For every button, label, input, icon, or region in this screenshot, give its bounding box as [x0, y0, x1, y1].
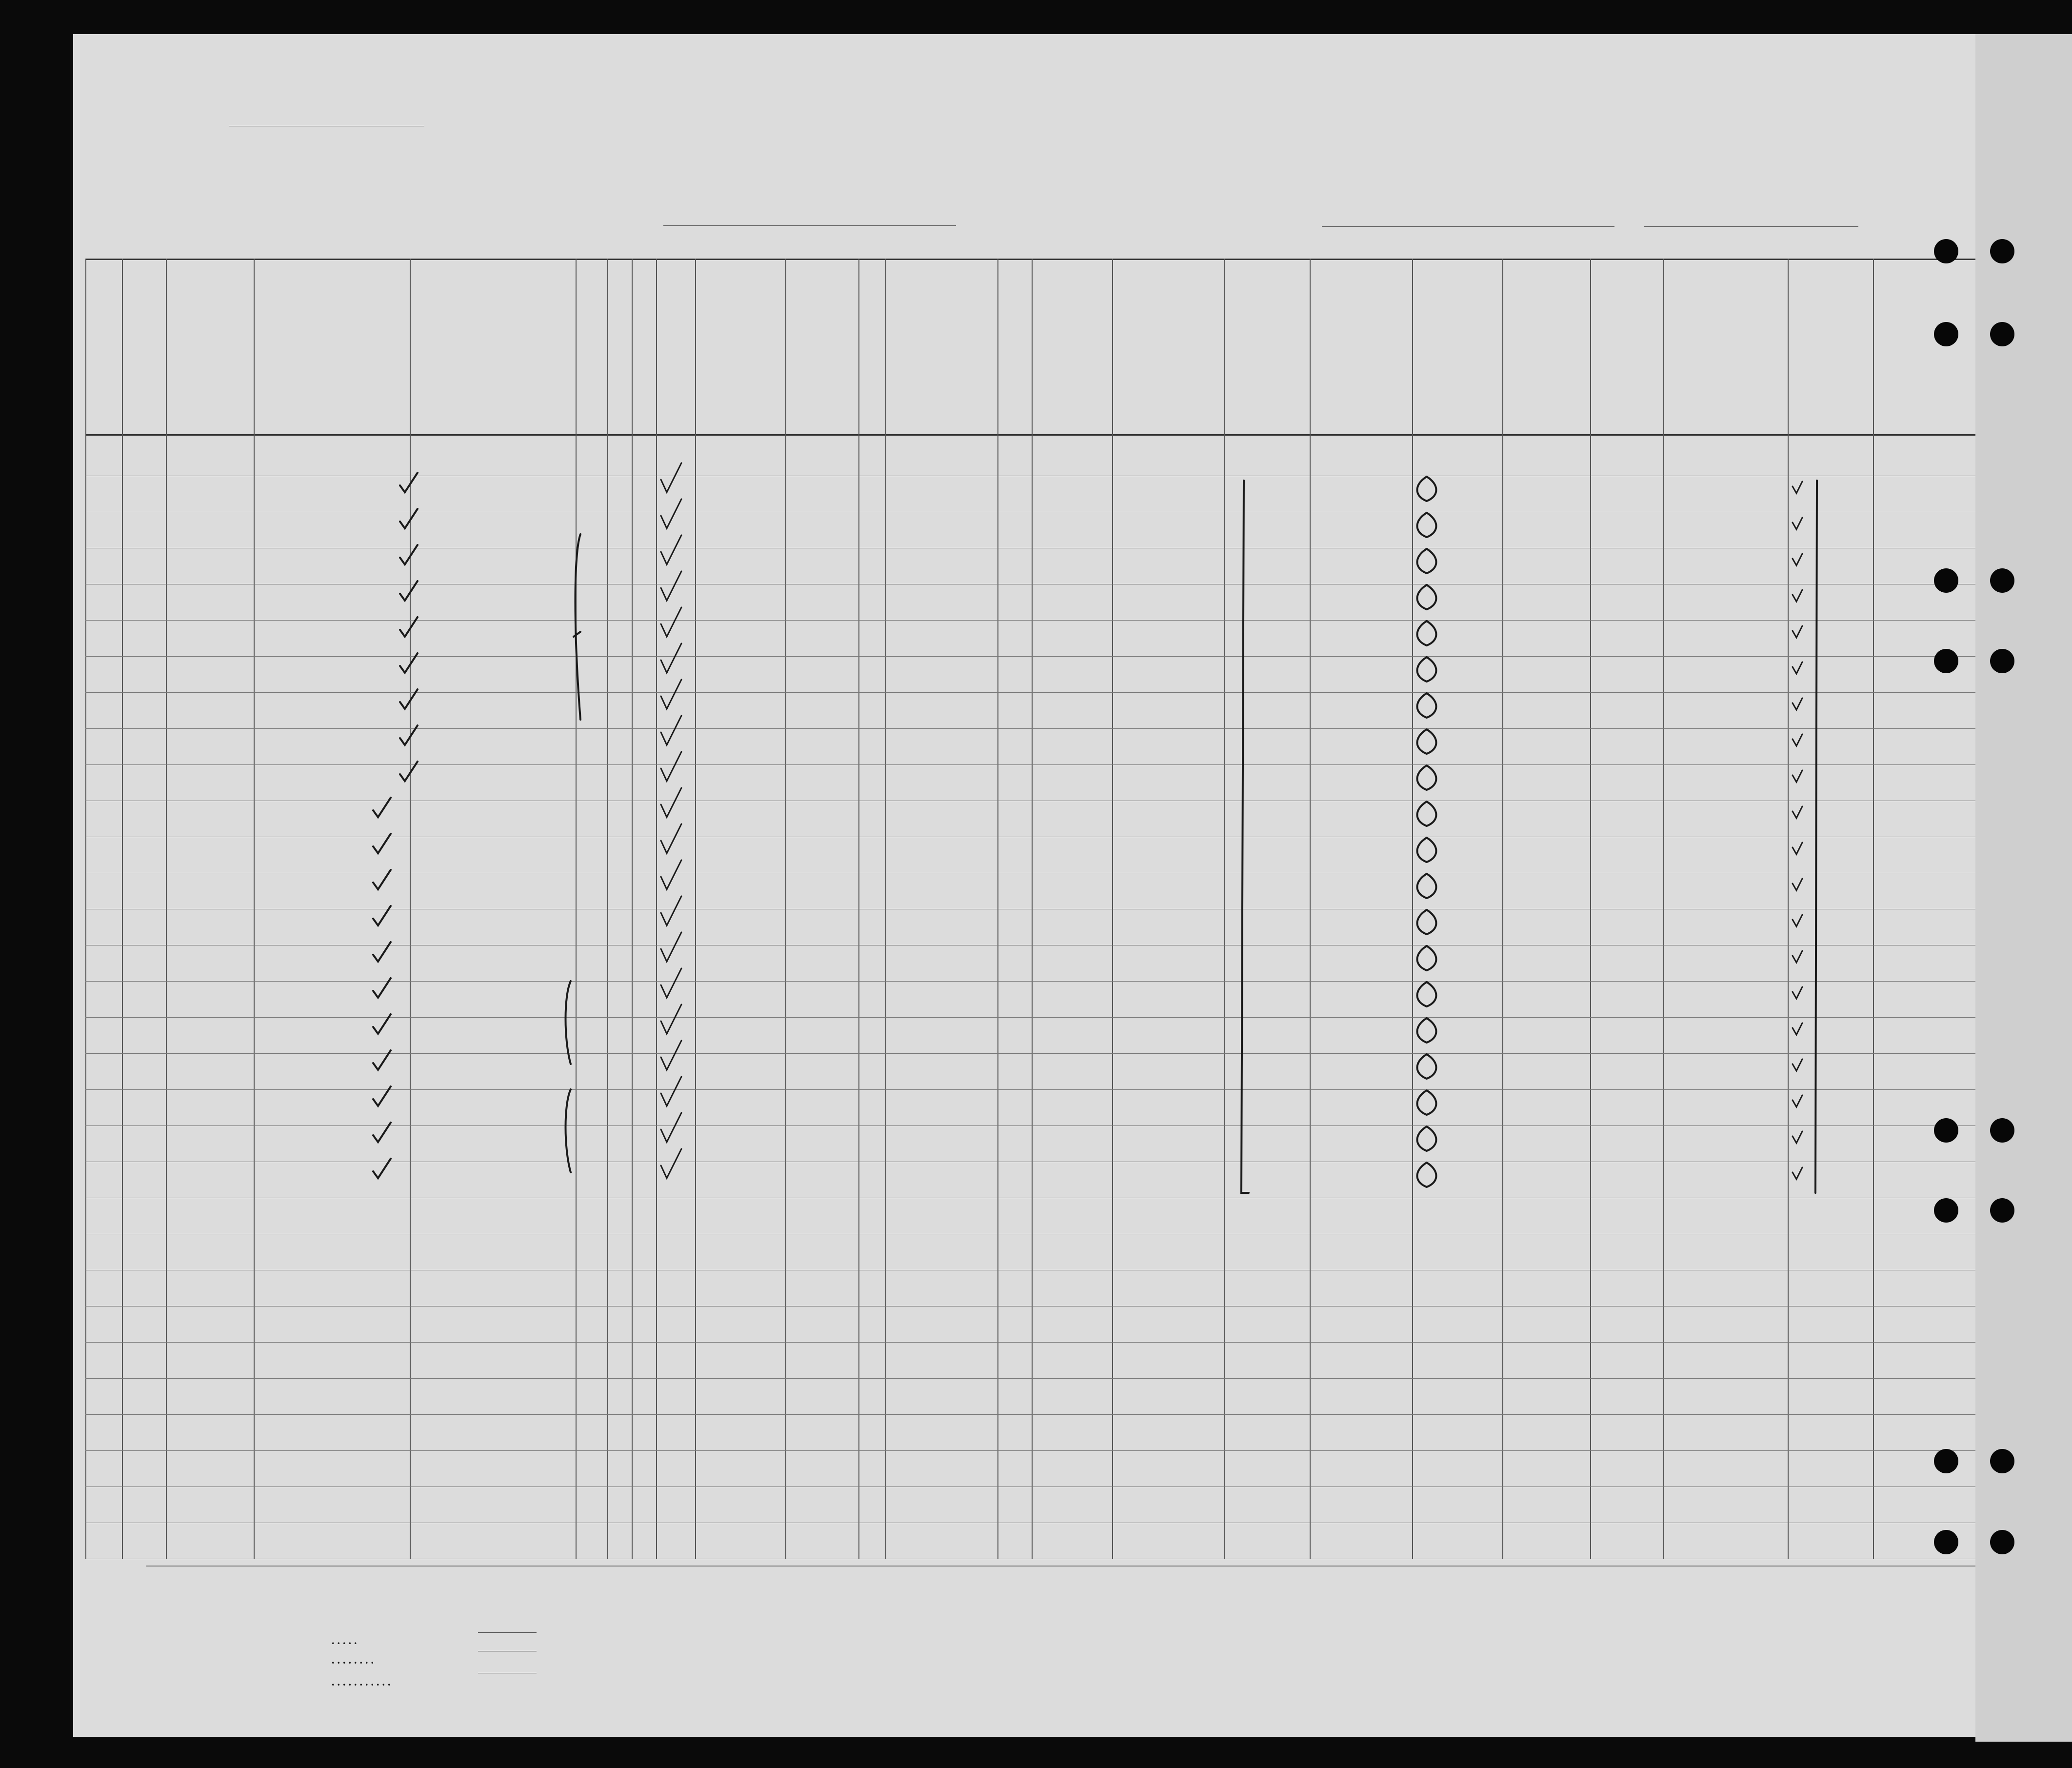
- row-rule: [85, 764, 2000, 765]
- checkmark: [1793, 662, 1802, 674]
- row-rule: [85, 1089, 2000, 1090]
- checkmark: [661, 932, 681, 962]
- checkmark: [661, 752, 681, 781]
- manifest-sheet: [73, 34, 2000, 1737]
- table-top-rule: [85, 259, 2000, 260]
- row-rule: [85, 656, 2000, 657]
- visa-loop-mark: [1417, 621, 1436, 645]
- ship-name: [663, 225, 956, 226]
- adjacent-sheet: [1975, 34, 2072, 1742]
- checkmark: [1793, 951, 1802, 963]
- checkmark: [661, 499, 681, 528]
- visa-loop-mark: [1417, 1090, 1436, 1115]
- binder-hole: [1934, 1530, 1958, 1554]
- visa-loop-mark: [1417, 513, 1436, 537]
- visa-loop-mark: [1417, 874, 1436, 898]
- checkmark: [1793, 590, 1802, 602]
- pen-marks: [73, 34, 2000, 1737]
- row-rule: [85, 692, 2000, 693]
- checkmark: [661, 607, 681, 637]
- checkmark: [1793, 1095, 1802, 1107]
- visa-loop-mark: [1417, 1163, 1436, 1187]
- checkmark: [661, 463, 681, 492]
- binder-hole: [1934, 1449, 1958, 1473]
- row-rule: [85, 1378, 2000, 1379]
- checkmark: [661, 1005, 681, 1034]
- checkmark: [661, 968, 681, 998]
- checkmark: [1793, 482, 1802, 493]
- binder-hole: [1990, 1530, 2014, 1554]
- row-rule: [85, 1450, 2000, 1451]
- total-dots: .....: [332, 1634, 360, 1647]
- checkmark: [661, 788, 681, 817]
- visa-loop-mark: [1417, 693, 1436, 718]
- checkmark: [1793, 915, 1802, 926]
- port-name: [1322, 226, 1614, 227]
- checkmark: [1793, 987, 1802, 999]
- visa-loop-mark: [1417, 657, 1436, 682]
- binder-hole: [1990, 649, 2014, 673]
- binder-hole: [1934, 649, 1958, 673]
- binder-hole: [1990, 568, 2014, 593]
- visa-loop-mark: [1417, 765, 1436, 790]
- family-bracket: [566, 1089, 571, 1172]
- visa-loop-mark: [1417, 729, 1436, 754]
- visa-loop-mark: [1417, 910, 1436, 934]
- table-header-bottom-rule: [85, 434, 2000, 436]
- checkmark: [661, 1113, 681, 1142]
- visa-loop-mark: [1417, 477, 1436, 501]
- binder-hole: [1934, 1198, 1958, 1223]
- checkmark: [661, 860, 681, 889]
- checkmark: [661, 716, 681, 745]
- checkmark: [1793, 734, 1802, 746]
- checkmark: [1793, 1167, 1802, 1179]
- checkmark: [1793, 1059, 1802, 1071]
- checkmark: [661, 1077, 681, 1106]
- visa-loop-mark: [1417, 1018, 1436, 1043]
- aliens-dots: ...........: [332, 1676, 394, 1688]
- checkmark: [661, 1149, 681, 1178]
- binder-hole: [1934, 239, 1958, 263]
- visa-loop-mark: [1417, 1126, 1436, 1151]
- binder-hole: [1934, 568, 1958, 593]
- row-rule: [85, 1414, 2000, 1415]
- binder-hole: [1990, 1198, 2014, 1223]
- row-rule: [85, 620, 2000, 621]
- visa-loop-mark: [1417, 585, 1436, 609]
- checkmark: [1793, 626, 1802, 638]
- visa-loop-mark: [1417, 838, 1436, 862]
- checkmark: [661, 1041, 681, 1070]
- visa-loop-mark: [1417, 802, 1436, 826]
- citizens-dots: ........: [332, 1654, 377, 1666]
- row-rule: [85, 728, 2000, 729]
- family-bracket: [574, 534, 580, 720]
- row-rule: [85, 1342, 2000, 1343]
- checkmark: [661, 535, 681, 564]
- total-passengers-value: [478, 1632, 537, 1633]
- row-rule: [85, 981, 2000, 982]
- visa-loop-mark: [1417, 946, 1436, 970]
- row-rule: [85, 1053, 2000, 1054]
- family-bracket: [566, 981, 571, 1064]
- binder-hole: [1990, 322, 2014, 346]
- checkmark: [661, 824, 681, 853]
- checkmark: [661, 643, 681, 673]
- checkmark: [1793, 806, 1802, 818]
- checkmark: [661, 680, 681, 709]
- row-rule: [85, 1125, 2000, 1126]
- checkmark: [1793, 1023, 1802, 1035]
- binder-hole: [1990, 239, 2014, 263]
- checkmark: [1793, 770, 1802, 782]
- checkmark: [1793, 1131, 1802, 1143]
- checkmark: [661, 896, 681, 925]
- binder-hole: [1990, 1449, 2014, 1473]
- visa-loop-mark: [1417, 549, 1436, 573]
- checkmark: [1793, 879, 1802, 890]
- checkmark: [1793, 843, 1802, 854]
- sailing-date: [1644, 226, 1858, 227]
- binder-hole: [1990, 1118, 2014, 1143]
- visa-loop-mark: [1417, 1054, 1436, 1079]
- binder-hole: [1934, 322, 1958, 346]
- checkmark: [1793, 554, 1802, 565]
- binder-hole: [1934, 1118, 1958, 1143]
- checkmark: [1793, 518, 1802, 529]
- row-rule: [85, 1017, 2000, 1018]
- checkmark: [1793, 698, 1802, 710]
- checkmark: [661, 571, 681, 601]
- visa-loop-mark: [1417, 982, 1436, 1006]
